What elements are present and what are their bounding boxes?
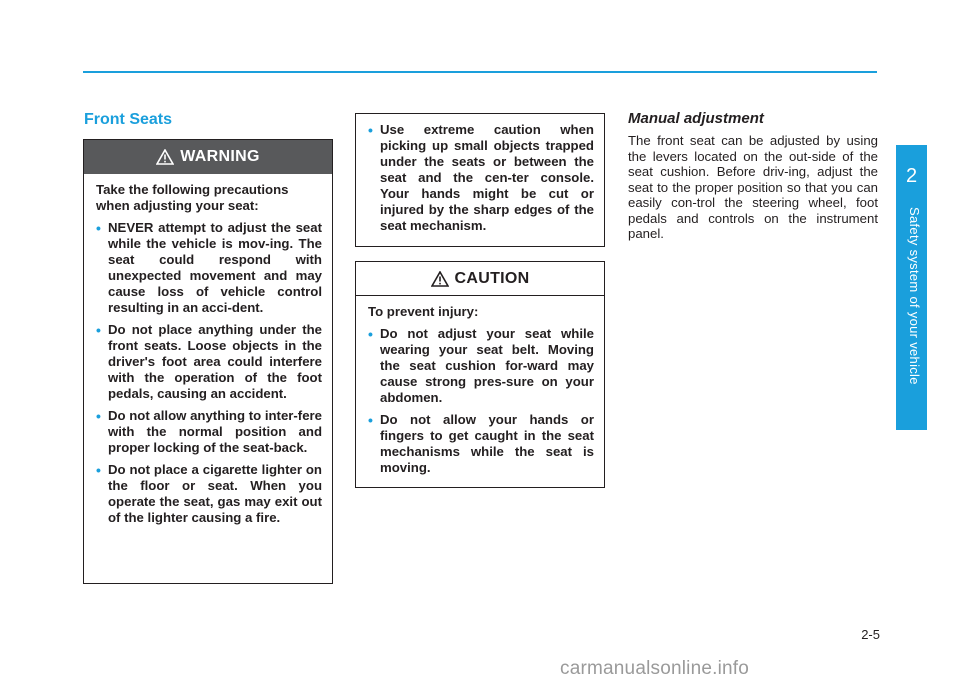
manual-adjustment-text: The front seat can be adjusted by using the levers located on the out-side of the seat cushion. Before driv-ing, adjust the seat to the proper position so that you can easily con-trol the steering wheel, foot pedals and controls on the instrument panel. <box>628 133 878 241</box>
chapter-title: Safety system of your vehicle <box>907 207 922 385</box>
caution-item: • Do not allow your hands or fingers to get caught in the seat mechanisms while the seat is moving. <box>368 412 594 476</box>
caution-header <box>356 262 604 296</box>
warning-item: • Do not allow anything to inter-fere with the normal position and proper locking of the seat-back. <box>96 408 322 456</box>
chapter-tab[interactable] <box>896 145 927 430</box>
warning-intro: Take the following precautions when adjusting your seat: <box>96 182 289 213</box>
warning-item: • Do not place anything under the front seats. Loose objects in the driver's foot area could interfere with the operation of the foot pedals, causing an accident. <box>96 322 322 402</box>
caution-list <box>368 326 594 476</box>
warning-item: • NEVER attempt to adjust the seat while the vehicle is mov-ing. The seat could respond with unexpected movement and may cause loss of vehicle control resulting in an acci-dent. <box>96 220 322 316</box>
warning-triangle-icon <box>431 271 449 287</box>
section-title: Front Seats <box>84 111 173 128</box>
warning-list <box>96 220 322 526</box>
warning-item: • Do not place a cigarette lighter on the floor or seat. When you operate the seat, gas may exit out of the lighter causing a fire. <box>96 462 322 526</box>
page-number: 2-5 <box>861 627 880 642</box>
chapter-number: 2 <box>905 165 918 187</box>
watermark-link[interactable]: carmanualsonline.info <box>560 658 750 679</box>
manual-adjustment-heading: Manual adjustment <box>628 110 764 127</box>
caution-box <box>355 261 605 488</box>
warning-item: • Use extreme caution when picking up small objects trapped under the seats or between the seat and the cen-ter console. Your hands might be cut or injured by the sharp edges of the seat mechanism. <box>368 122 594 234</box>
caution-item: • Do not adjust your seat while wearing your seat belt. Moving the seat cushion for-ward may cause strong pres-sure on your abdomen. <box>368 326 594 406</box>
warning-continued-box <box>355 113 605 247</box>
header-rule <box>83 71 877 73</box>
caution-intro: To prevent injury: <box>368 304 479 319</box>
caution-label: CAUTION <box>454 269 530 287</box>
warning-header <box>84 140 332 174</box>
warning-continued-list <box>368 122 594 234</box>
warning-triangle-icon <box>156 149 174 165</box>
warning-label: WARNING <box>180 148 260 165</box>
warning-box <box>83 139 333 584</box>
